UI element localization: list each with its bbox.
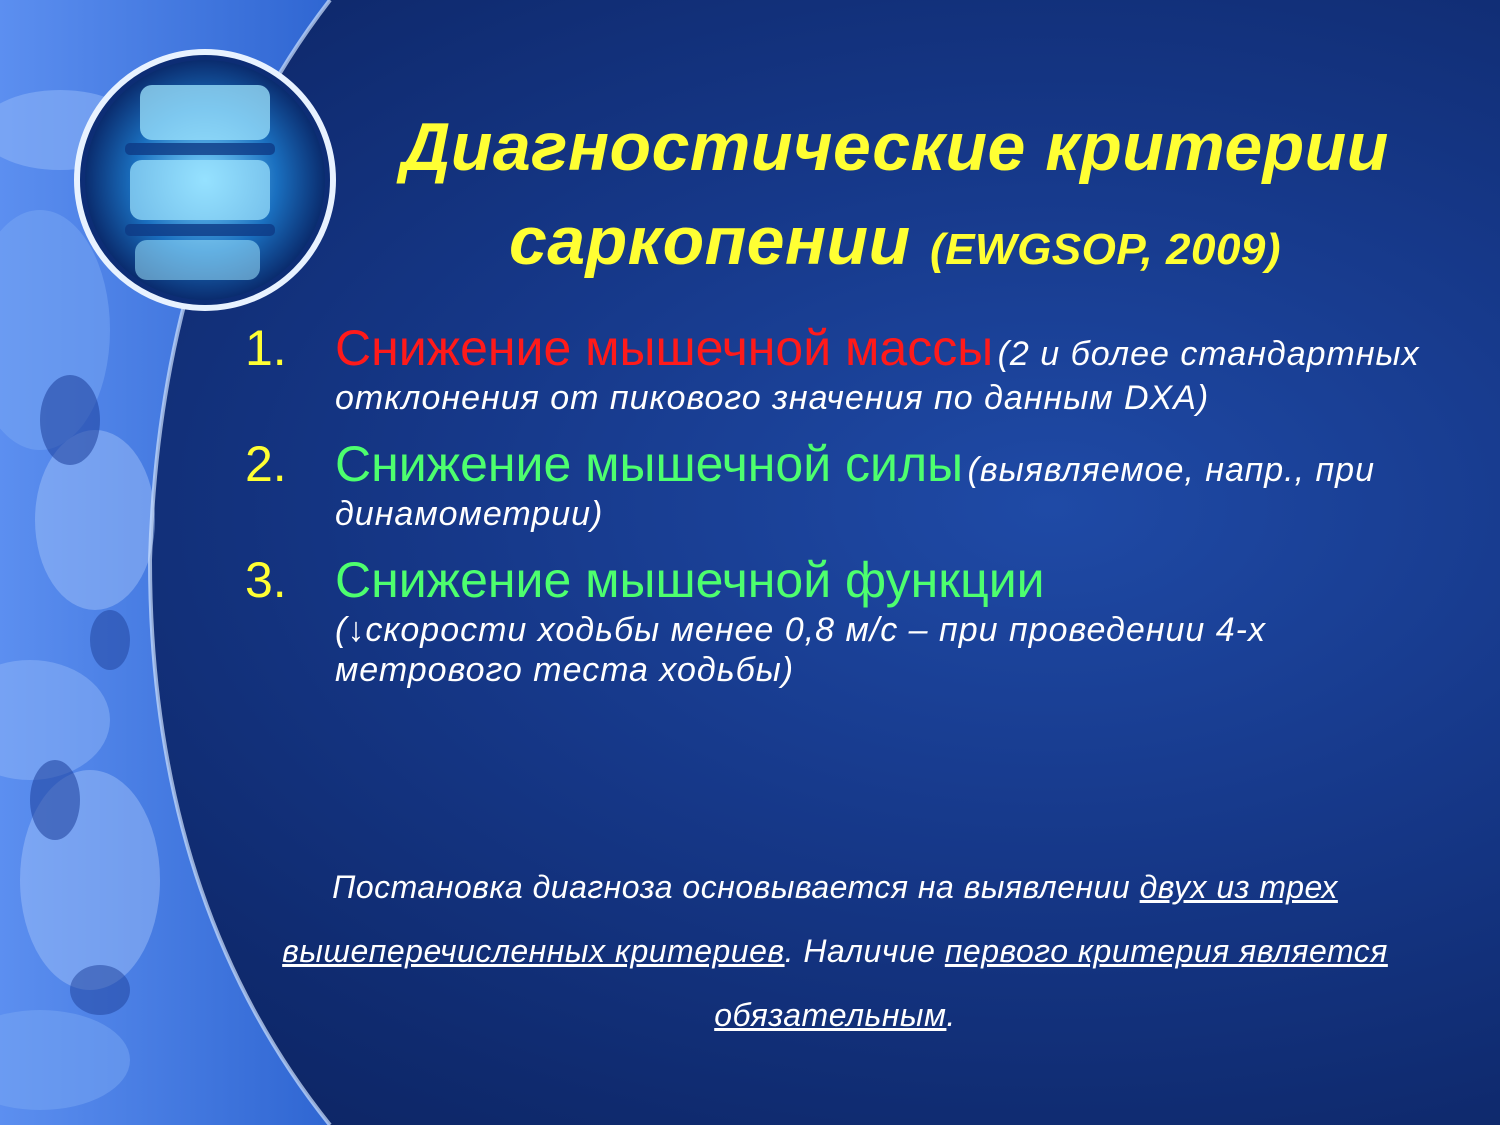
criterion-heading: Снижение мышечной силы [335, 436, 964, 492]
criterion-number: 2. [245, 436, 287, 492]
criterion-note: (2 и более стандартных отклонения от пикового значения по данным DXA) [335, 335, 1420, 417]
criterion-2 [245, 434, 1435, 534]
conclusion-text-1: Постановка диагноза основывается на выявлении [332, 869, 1140, 905]
title-line-2: саркопении [508, 203, 911, 279]
conclusion-emphasis-2: первого критерия является обязательным [714, 933, 1388, 1033]
title-line-1: Диагностические критерии [401, 109, 1389, 185]
conclusion-text-2: . Наличие [784, 933, 945, 969]
criterion-number: 3. [245, 552, 287, 608]
conclusion-text-3: . [946, 997, 956, 1033]
slide-title [330, 100, 1460, 297]
criterion-3 [245, 550, 1435, 690]
criterion-1 [245, 318, 1435, 418]
criterion-heading: Снижение мышечной функции [335, 552, 1045, 608]
criteria-list [245, 318, 1435, 706]
criterion-heading: Снижение мышечной массы [335, 320, 994, 376]
criterion-note: (выявляемое, напр., при динамометрии) [335, 451, 1375, 533]
criterion-note: (↓скорости ходьбы менее 0,8 м/с – при проведении 4-х метрового теста ходьбы) [335, 611, 1266, 689]
diagnosis-conclusion [260, 855, 1410, 1047]
criterion-number: 1. [245, 320, 287, 376]
conclusion-emphasis-1: двух из трех вышеперечисленных критериев [282, 869, 1338, 969]
title-source: (EWGSOP, 2009) [930, 225, 1282, 274]
